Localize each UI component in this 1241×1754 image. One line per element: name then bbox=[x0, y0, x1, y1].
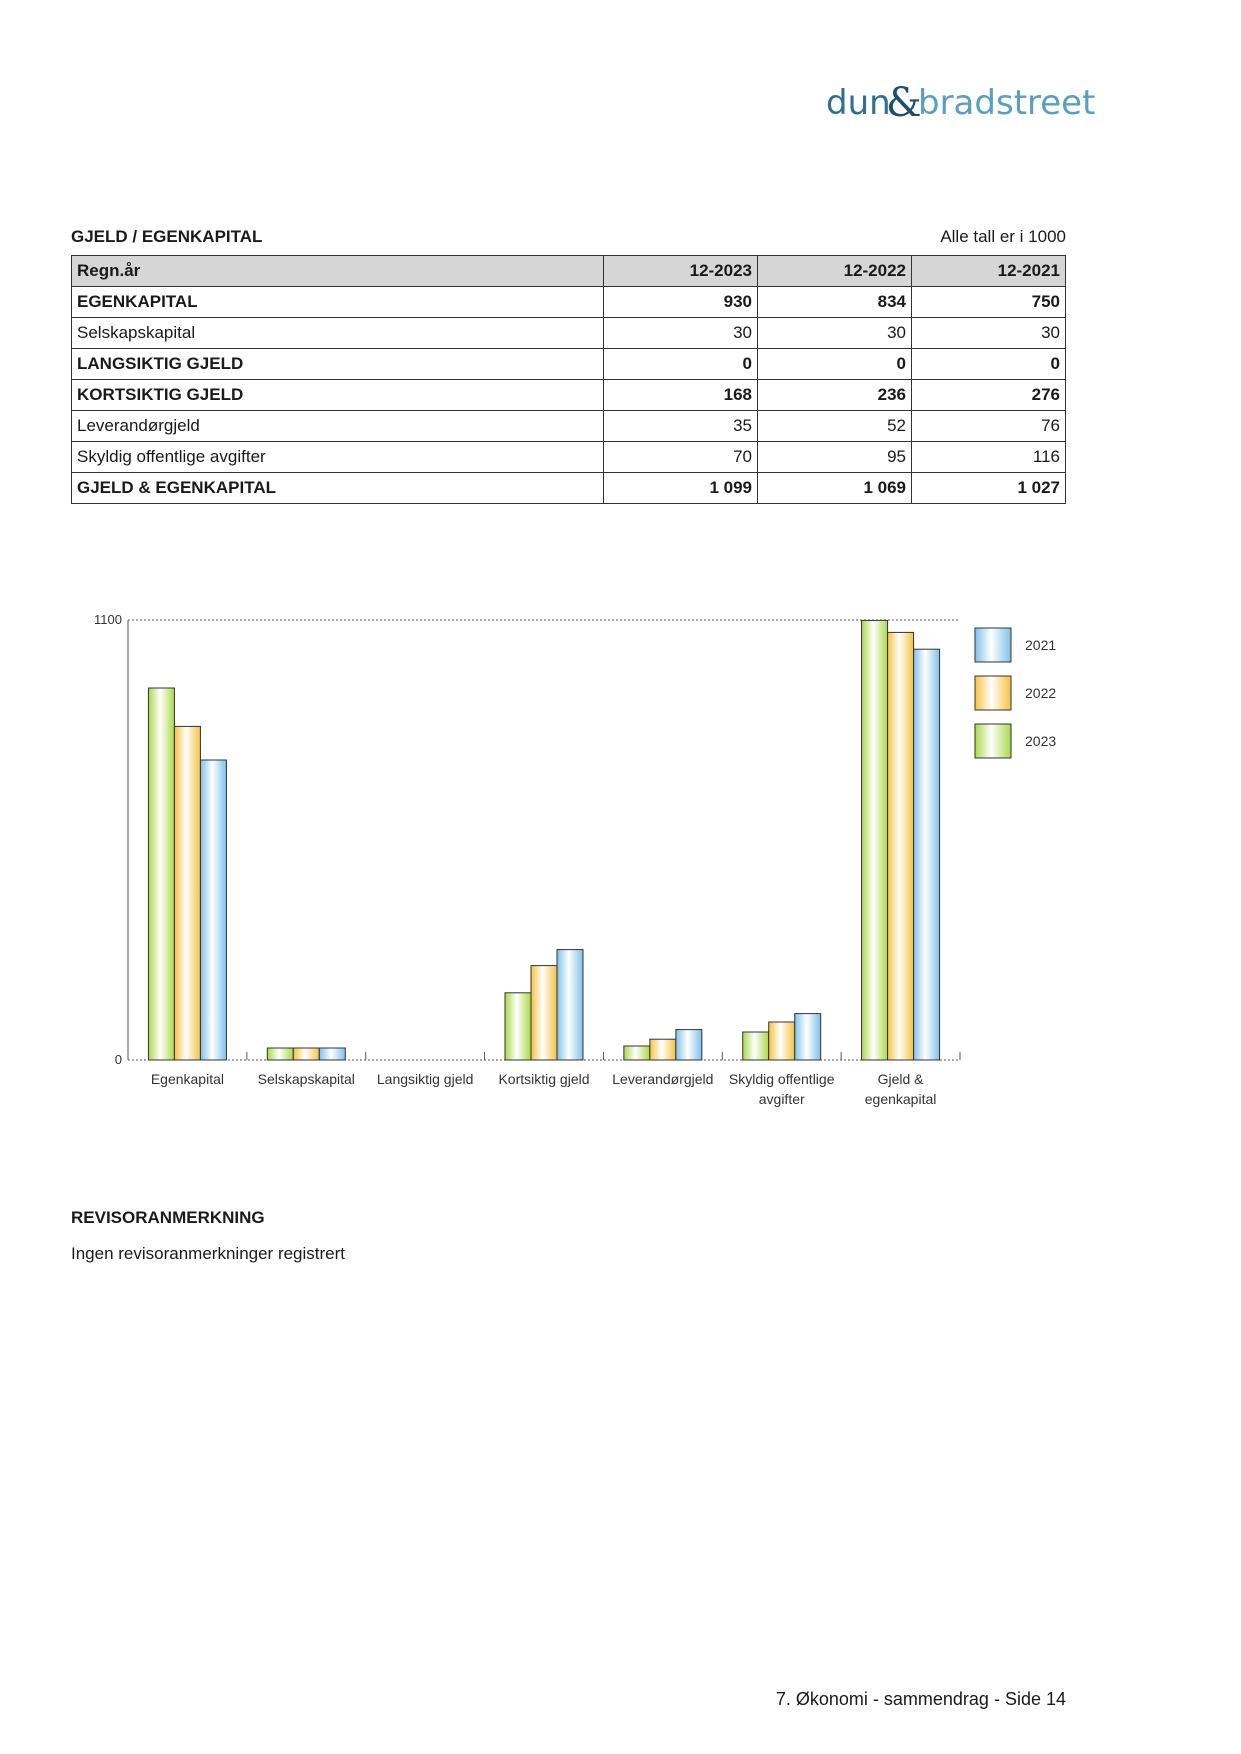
row-value: 0 bbox=[604, 349, 758, 380]
bar-2021 bbox=[795, 1014, 821, 1060]
x-tick-label: avgifter bbox=[758, 1091, 805, 1107]
x-tick-label: Kortsiktig gjeld bbox=[498, 1071, 590, 1087]
row-value: 236 bbox=[758, 380, 912, 411]
section-title: GJELD / EGENKAPITAL bbox=[71, 227, 263, 246]
brand-logo-text-right: bradstreet bbox=[918, 83, 1096, 123]
row-value: 1 027 bbox=[912, 473, 1066, 504]
bar-2023 bbox=[862, 620, 888, 1060]
balance-chart bbox=[80, 610, 1080, 1130]
row-value: 834 bbox=[758, 287, 912, 318]
bar-2022 bbox=[293, 1048, 319, 1060]
row-value: 35 bbox=[604, 411, 758, 442]
bar-2021 bbox=[914, 649, 940, 1060]
legend-label: 2022 bbox=[1025, 685, 1057, 701]
row-value: 30 bbox=[604, 318, 758, 349]
bar-2022 bbox=[531, 966, 557, 1060]
bar-2021 bbox=[200, 760, 226, 1060]
bar-2021 bbox=[676, 1030, 702, 1060]
bar-2022 bbox=[888, 632, 914, 1060]
row-value: 116 bbox=[912, 442, 1066, 473]
bar-2022 bbox=[650, 1039, 676, 1060]
table-row bbox=[72, 318, 1066, 349]
x-tick-label: Skyldig offentlige bbox=[728, 1071, 835, 1087]
row-label: Leverandørgjeld bbox=[72, 411, 604, 442]
row-value: 0 bbox=[912, 349, 1066, 380]
bar-2022 bbox=[769, 1022, 795, 1060]
bar-2022 bbox=[174, 726, 200, 1060]
row-value: 168 bbox=[604, 380, 758, 411]
row-value: 750 bbox=[912, 287, 1066, 318]
row-label: Skyldig offentlige avgifter bbox=[72, 442, 604, 473]
table-header-row bbox=[72, 256, 1066, 287]
row-value: 0 bbox=[758, 349, 912, 380]
table-header-year: 12-2021 bbox=[912, 256, 1066, 287]
table-header-year: 12-2023 bbox=[604, 256, 758, 287]
x-tick-label: Egenkapital bbox=[150, 1071, 225, 1087]
row-value: 30 bbox=[758, 318, 912, 349]
legend-label: 2023 bbox=[1025, 733, 1057, 749]
table-header-year: 12-2022 bbox=[758, 256, 912, 287]
row-value: 70 bbox=[604, 442, 758, 473]
x-tick-label: Langsiktig gjeld bbox=[376, 1071, 474, 1087]
x-tick-label: Gjeld & bbox=[877, 1071, 924, 1087]
revision-text: Ingen revisoranmerkninger registrert bbox=[71, 1244, 346, 1263]
brand-logo-ampersand: & bbox=[886, 80, 922, 126]
chart-canvas bbox=[80, 610, 1080, 1130]
legend-swatch-2022 bbox=[975, 676, 1011, 710]
table-row bbox=[72, 287, 1066, 318]
bar-2021 bbox=[319, 1048, 345, 1060]
row-label: GJELD & EGENKAPITAL bbox=[72, 473, 604, 504]
bar-2023 bbox=[743, 1032, 769, 1060]
x-tick-label: Selskapskapital bbox=[257, 1071, 355, 1087]
table-row bbox=[72, 473, 1066, 504]
table-row bbox=[72, 349, 1066, 380]
revision-title: REVISORANMERKNING bbox=[71, 1208, 265, 1227]
row-value: 30 bbox=[912, 318, 1066, 349]
table-row bbox=[72, 411, 1066, 442]
y-tick-label: 0 bbox=[114, 1052, 122, 1067]
bar-2021 bbox=[557, 950, 583, 1060]
legend-label: 2021 bbox=[1025, 637, 1057, 653]
row-value: 930 bbox=[604, 287, 758, 318]
x-tick-label: egenkapital bbox=[864, 1091, 937, 1107]
row-value: 52 bbox=[758, 411, 912, 442]
brand-logo-text-left: dun bbox=[826, 83, 891, 123]
y-tick-label: 1100 bbox=[94, 612, 122, 627]
x-tick-label: Leverandørgjeld bbox=[612, 1071, 714, 1087]
bar-2023 bbox=[505, 993, 531, 1060]
table-header-label: Regn.år bbox=[72, 256, 604, 287]
brand-logo bbox=[826, 78, 1096, 126]
balance-table bbox=[71, 255, 1066, 504]
row-label: LANGSIKTIG GJELD bbox=[72, 349, 604, 380]
bar-2023 bbox=[148, 688, 174, 1060]
table-row bbox=[72, 442, 1066, 473]
row-value: 76 bbox=[912, 411, 1066, 442]
row-value: 1 069 bbox=[758, 473, 912, 504]
legend-swatch-2023 bbox=[975, 724, 1011, 758]
row-value: 1 099 bbox=[604, 473, 758, 504]
table-row bbox=[72, 380, 1066, 411]
row-value: 95 bbox=[758, 442, 912, 473]
row-label: EGENKAPITAL bbox=[72, 287, 604, 318]
units-note: Alle tall er i 1000 bbox=[940, 227, 1066, 246]
bar-2023 bbox=[267, 1048, 293, 1060]
row-label: Selskapskapital bbox=[72, 318, 604, 349]
page-footer: 7. Økonomi - sammendrag - Side 14 bbox=[775, 1689, 1066, 1709]
legend-swatch-2021 bbox=[975, 628, 1011, 662]
row-value: 276 bbox=[912, 380, 1066, 411]
bar-2023 bbox=[624, 1046, 650, 1060]
row-label: KORTSIKTIG GJELD bbox=[72, 380, 604, 411]
